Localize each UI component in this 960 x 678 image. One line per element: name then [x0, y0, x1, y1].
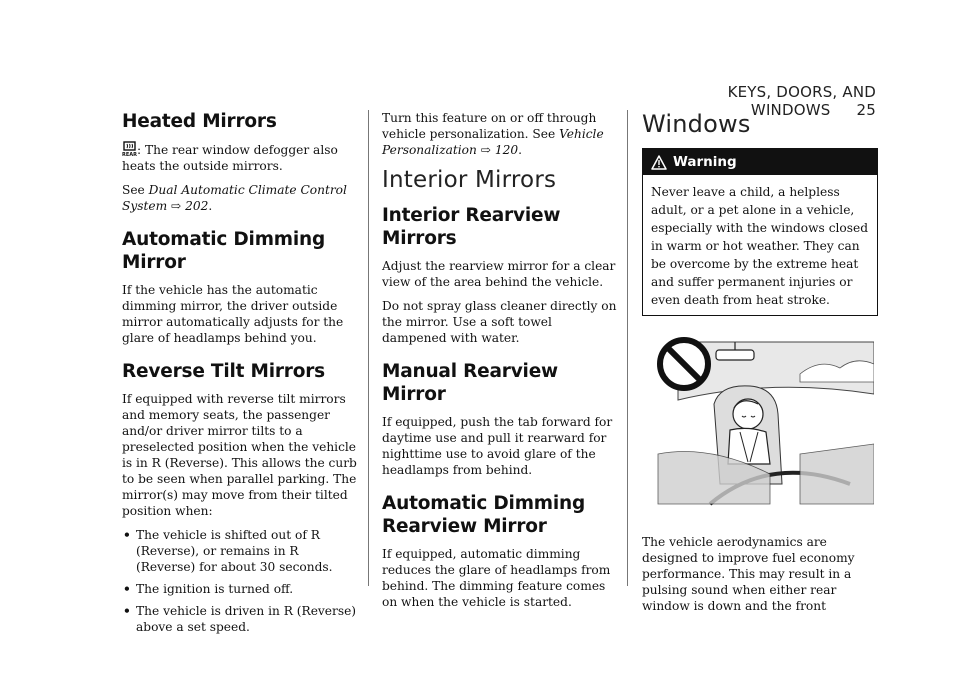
heading-automatic-dimming-mirror: Automatic Dimming Mirror: [122, 229, 325, 273]
bullet-item: • The vehicle is shifted out of R (Reverse), or remains in R (Reverse) for about 30 seconds.: [122, 527, 360, 575]
column-divider: [627, 110, 628, 586]
heated-mirrors-paragraph: REAR : The rear window defogger also heats the outside mirrors.: [122, 143, 338, 173]
column-right: [642, 110, 878, 622]
heading-windows: Windows: [642, 110, 751, 138]
ref-vehicle-personalization[interactable]: Vehicle Personalization: [382, 127, 604, 157]
child-in-car-illustration: [650, 334, 874, 506]
reverse-tilt-paragraph: If equipped with reverse tilt mirrors and memory seats, the passenger and/or driver mirror tilts to a preselected position when the vehicle is in R (Reverse). This allows the curb to be seen when parallel parking. The mirror(s) may move from their tilted position when:: [122, 392, 357, 518]
page-ref-120[interactable]: 120: [494, 143, 519, 157]
heading-reverse-tilt-mirrors: Reverse Tilt Mirrors: [122, 361, 325, 382]
bullet-item: • The vehicle is driven in R (Reverse) above a set speed.: [122, 603, 360, 635]
page-ref-arrow: ⇨: [480, 143, 491, 157]
ref-climate-control[interactable]: Dual Automatic Climate Control System: [122, 183, 347, 213]
bullet-item: • The ignition is turned off.: [122, 581, 360, 597]
auto-dim-paragraph: If the vehicle has the automatic dimming mirror, the driver outside mirror automatically adjusts for the glare of headlamps behind you.: [122, 283, 344, 345]
rear-defogger-icon: [122, 141, 137, 157]
column-divider: [368, 110, 369, 586]
column-middle: [382, 110, 620, 618]
manual-rearview-paragraph: If equipped, push the tab forward for daytime use and pull it rearward for nighttime use to avoid glare of the headlamps from behind.: [382, 415, 613, 477]
warning-text: Never leave a child, a helpless adult, or a pet alone in a vehicle, especially with the windows closed in warm or hot weather. They can be overcome by the extreme heat and suffer permanent injuries or even death from heat stroke.: [651, 185, 869, 307]
page-number: 25: [856, 101, 876, 119]
heading-interior-mirrors: Interior Mirrors: [382, 167, 557, 193]
aerodynamics-paragraph: The vehicle aerodynamics are designed to improve fuel economy performance. This may result in a pulsing sound when either rear window is down and the front: [642, 535, 855, 613]
heading-heated-mirrors: Heated Mirrors: [122, 111, 277, 132]
heading-interior-rearview-mirrors: Interior Rearview Mirrors: [382, 205, 561, 249]
rearview-paragraph-2: Do not spray glass cleaner directly on the mirror. Use a soft towel dampened with water.: [382, 299, 617, 345]
heading-automatic-dimming-rearview-mirror: Automatic Dimming Rearview Mirror: [382, 493, 585, 537]
warning-label: Warning: [673, 154, 737, 170]
svg-text:REAR: REAR: [122, 152, 137, 157]
warning-box: [642, 148, 878, 316]
heated-see-reference: See Dual Automatic Climate Control System ⇨ 202.: [122, 183, 347, 213]
warning-triangle-icon: [651, 155, 667, 170]
heading-manual-rearview-mirror: Manual Rearview Mirror: [382, 361, 558, 405]
rearview-paragraph-1: Adjust the rearview mirror for a clear view of the area behind the vehicle.: [382, 259, 616, 289]
column-left: [122, 110, 360, 641]
page-ref-arrow: ⇨: [171, 199, 182, 213]
section-title: KEYS, DOORS, AND WINDOWS: [727, 83, 876, 119]
warning-header: [643, 149, 877, 175]
personalization-paragraph: Turn this feature on or off through vehicle personalization. See Vehicle Personalization ⇨ 120.: [382, 111, 604, 157]
page-ref-202[interactable]: 202: [185, 199, 209, 213]
auto-dim-rearview-paragraph: If equipped, automatic dimming reduces the glare of headlamps from behind. The dimming feature comes on when the vehicle is started.: [382, 547, 611, 609]
